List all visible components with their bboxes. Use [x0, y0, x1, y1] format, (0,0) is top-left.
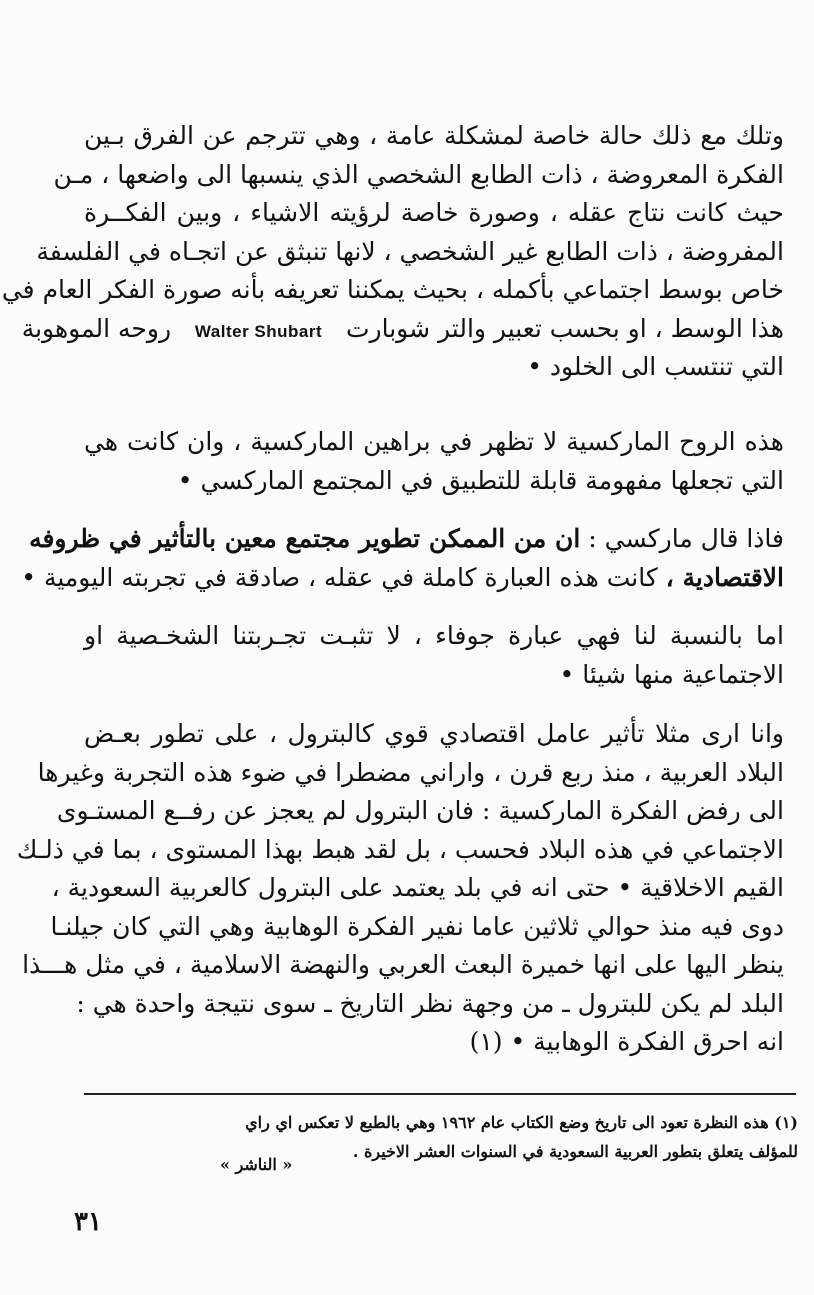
footnote-line: (١) هذه النظرة تعود الى تاريخ وضع الكتاب عام ١٩٦٢ وهي بالطبع لا تعكس اي راي — [245, 1113, 798, 1132]
text-line: الى رفض الفكرة الماركسية : فان البترول لم يعجز عن رفــع المستـوى — [56, 796, 784, 825]
text-line — [21, 559, 784, 598]
text-line: التي تجعلها مفهومة قابلة للتطبيق في المجتمع الماركسي • — [177, 465, 784, 495]
text-line: دوى فيه منذ حوالي ثلاثين عاما نفير الفكرة الوهابية وهي التي كان جيلنـا — [50, 911, 784, 941]
footnote-divider — [84, 1093, 796, 1095]
paragraph-2 — [84, 423, 784, 500]
text-segment: فاذا قال ماركسي : — [588, 524, 784, 553]
bold-quote: الاقتصادية ، — [665, 562, 784, 592]
text-line: التي تنتسب الى الخلود • — [527, 352, 784, 381]
text-line-with-latin — [21, 310, 784, 349]
text-segment: كانت هذه العبارة كاملة في عقله ، صادقة في تجربته اليومية • — [21, 562, 658, 592]
page-number: ٣١ — [74, 1207, 102, 1237]
footnote — [76, 1108, 798, 1166]
footnote-publisher: « الناشر » — [220, 1155, 293, 1174]
text-segment: هذا الوسط ، او بحسب تعبير والتر شوبارت — [346, 313, 784, 343]
text-line: حيث كانت نتاج عقله ، وصورة خاصة لرؤيته الاشياء ، وبين الفكــرة — [84, 198, 784, 227]
text-line: وتلك مع ذلك حالة خاصة لمشكلة عامة ، وهي تترجم عن الفرق بـين — [84, 121, 784, 150]
text-line: انه احرق الفكرة الوهابية • (١) — [469, 1027, 784, 1056]
text-line: ينظر اليها على انها خميرة البعث العربي والنهضة الاسلامية ، في مثل هـــذا — [22, 950, 784, 979]
footnote-line: للمؤلف يتعلق بتطور العربية السعودية في السنوات العشر الاخيرة . — [352, 1142, 798, 1161]
text-line: هذه الروح الماركسية لا تظهر في براهين الماركسية ، وان كانت هي — [84, 427, 784, 456]
text-line: القيم الاخلاقية • حتى انه في بلد يعتمد على البترول كالعربية السعودية ، — [51, 873, 784, 902]
paragraph-1 — [1, 117, 784, 387]
text-line: الاجتماعي في هذه البلاد فحسب ، بل لقد هبط بهذا المستوى ، بما في ذلـك — [16, 834, 784, 864]
text-line: الفكرة المعروضة ، ذات الطابع الشخصي الذي ينسبها الى واضعها ، مـن — [53, 159, 784, 189]
text-line: المفروضة ، ذات الطابع غير الشخصي ، لانها تنبثق عن اتجـاه في الفلسفة — [36, 236, 784, 266]
paragraph-4 — [84, 617, 784, 694]
text-segment: روحه الموهوبة — [21, 313, 172, 343]
text-line — [29, 520, 784, 559]
paragraph-3 — [21, 520, 784, 597]
paragraph-5 — [16, 715, 784, 1062]
bold-quote: ان من الممكن تطوير مجتمع معين بالتأثير في ظروفه — [29, 524, 581, 553]
text-line: اما بالنسبة لنا فهي عبارة جوفاء ، لا تثبـت تجـربتنا الشخـصية او — [84, 621, 784, 650]
text-line: وانا ارى مثلا تأثير عامل اقتصادي قوي كالبترول ، على تطور بعـض — [84, 719, 784, 748]
text-line: خاص بوسط اجتماعي بأكمله ، بحيث يمكننا تعريفه بأنه صورة الفكر العام في — [1, 275, 784, 304]
text-line: البلد لم يكن للبترول ـ من وجهة نظر التاريخ ـ سوى نتيجة واحدة هي : — [76, 988, 784, 1018]
text-line: البلاد العربية ، منذ ربع قرن ، واراني مضطرا في ضوء هذه التجربة وغيرها — [37, 757, 784, 787]
text-line: الاجتماعية منها شيئا • — [559, 659, 784, 689]
latin-author-name: Walter Shubart — [194, 321, 323, 341]
